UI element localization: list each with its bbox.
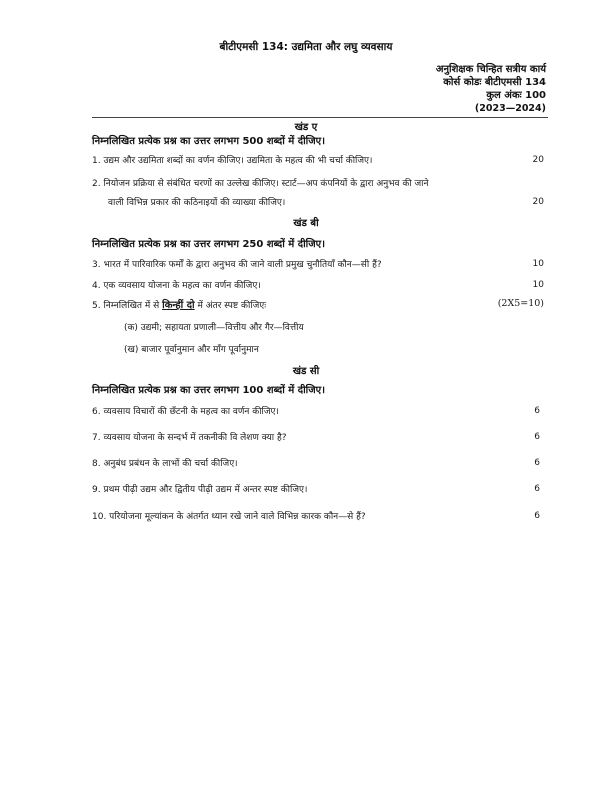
question-5-subpart-a: (क) उद्यमी; सहायता प्रणाली—वित्तीय और गैर—वित्तीय [124, 323, 304, 333]
section-c-instruction: निम्नलिखित प्रत्येक प्रश्न का उत्तर लगभग 100 शब्दों में दीजिए। [92, 385, 325, 396]
question-5-text-before: 5. निम्नलिखित में से [92, 301, 163, 311]
question-7: 7. व्यवसाय योजना के सन्दर्भ में तकनीकी वि लेशण क्या है? [92, 433, 287, 443]
header-divider [92, 117, 548, 118]
question-5-marks: (2X5=10) [497, 298, 544, 309]
question-9: 9. प्रथम पीढ़ी उद्यम और द्वितीय पीढ़ी उद्यम में अन्तर स्पष्ट कीजिए। [92, 485, 308, 495]
question-8: 8. अनुबंध प्रबंधन के लाभों की चर्चा कीजिए। [92, 459, 238, 469]
section-a-heading: खंड ए [294, 122, 318, 133]
question-2-marks: 20 [532, 197, 544, 207]
assignment-label: अनुशिक्षक चिन्हित सत्रीय कार्य [435, 64, 546, 75]
document-title: बीटीएमसी 134: उद्यमिता और लघु व्यवसाय [219, 41, 393, 53]
question-9-marks: 6 [534, 484, 540, 494]
academic-year: (2023—2024) [474, 103, 546, 114]
question-6-marks: 6 [534, 406, 540, 416]
section-a-instruction: निम्नलिखित प्रत्येक प्रश्न का उत्तर लगभग 500 शब्दों में दीजिए। [92, 136, 325, 147]
question-7-marks: 6 [534, 432, 540, 442]
question-10: 10. परियोजना मूल्यांकन के अंतर्गत ध्यान रखे जाने वाले विभिन्न कारक कौन—से हैं? [92, 512, 366, 522]
question-5-subpart-b: (ख) बाजार पूर्वानुमान और माँग पूर्वानुमान [124, 345, 259, 355]
question-1-marks: 20 [532, 155, 544, 165]
course-code: कोर्स कोडः बीटीएमसी 134 [443, 77, 546, 88]
section-b-instruction: निम्नलिखित प्रत्येक प्रश्न का उत्तर लगभग 250 शब्दों में दीजिए। [92, 239, 325, 250]
section-b-heading: खंड बी [293, 218, 319, 229]
total-marks: कुल अंकः 100 [486, 90, 546, 101]
question-2: 2. नियोजन प्रक्रिया से संबंधित चरणों का उल्लेख कीजिए। स्टार्ट—अप कंपनियों के द्वारा अनुभव की जाने [92, 179, 429, 189]
question-4-marks: 10 [532, 280, 544, 290]
question-8-marks: 6 [534, 458, 540, 468]
section-c-heading: खंड सी [292, 366, 320, 377]
question-2-continuation: वाली विभिन्न प्रकार की कठिनाइयों की व्याख्या कीजिए। [108, 198, 286, 208]
question-3: 3. भारत में पारिवारिक फर्मों के द्वारा अनुभव की जाने वाली प्रमुख चुनौतियाँ कौन—सी हैं? [92, 260, 382, 270]
question-5 [92, 297, 266, 311]
question-5-emphasis: किन्हीं दो [162, 300, 195, 311]
question-1: 1. उद्यम और उद्यमिता शब्दों का वर्णन कीजिए। उद्यमिता के महत्व की भी चर्चा कीजिए। [92, 156, 373, 166]
question-10-marks: 6 [534, 511, 540, 521]
question-4: 4. एक व्यवसाय योजना के महत्व का वर्णन कीजिए। [92, 281, 261, 291]
question-6: 6. व्यवसाय विचारों की छँटनी के महत्व का वर्णन कीजिए। [92, 407, 279, 417]
question-5-text-after: में अंतर स्पष्ट कीजिएः [194, 301, 267, 311]
question-3-marks: 10 [532, 259, 544, 269]
